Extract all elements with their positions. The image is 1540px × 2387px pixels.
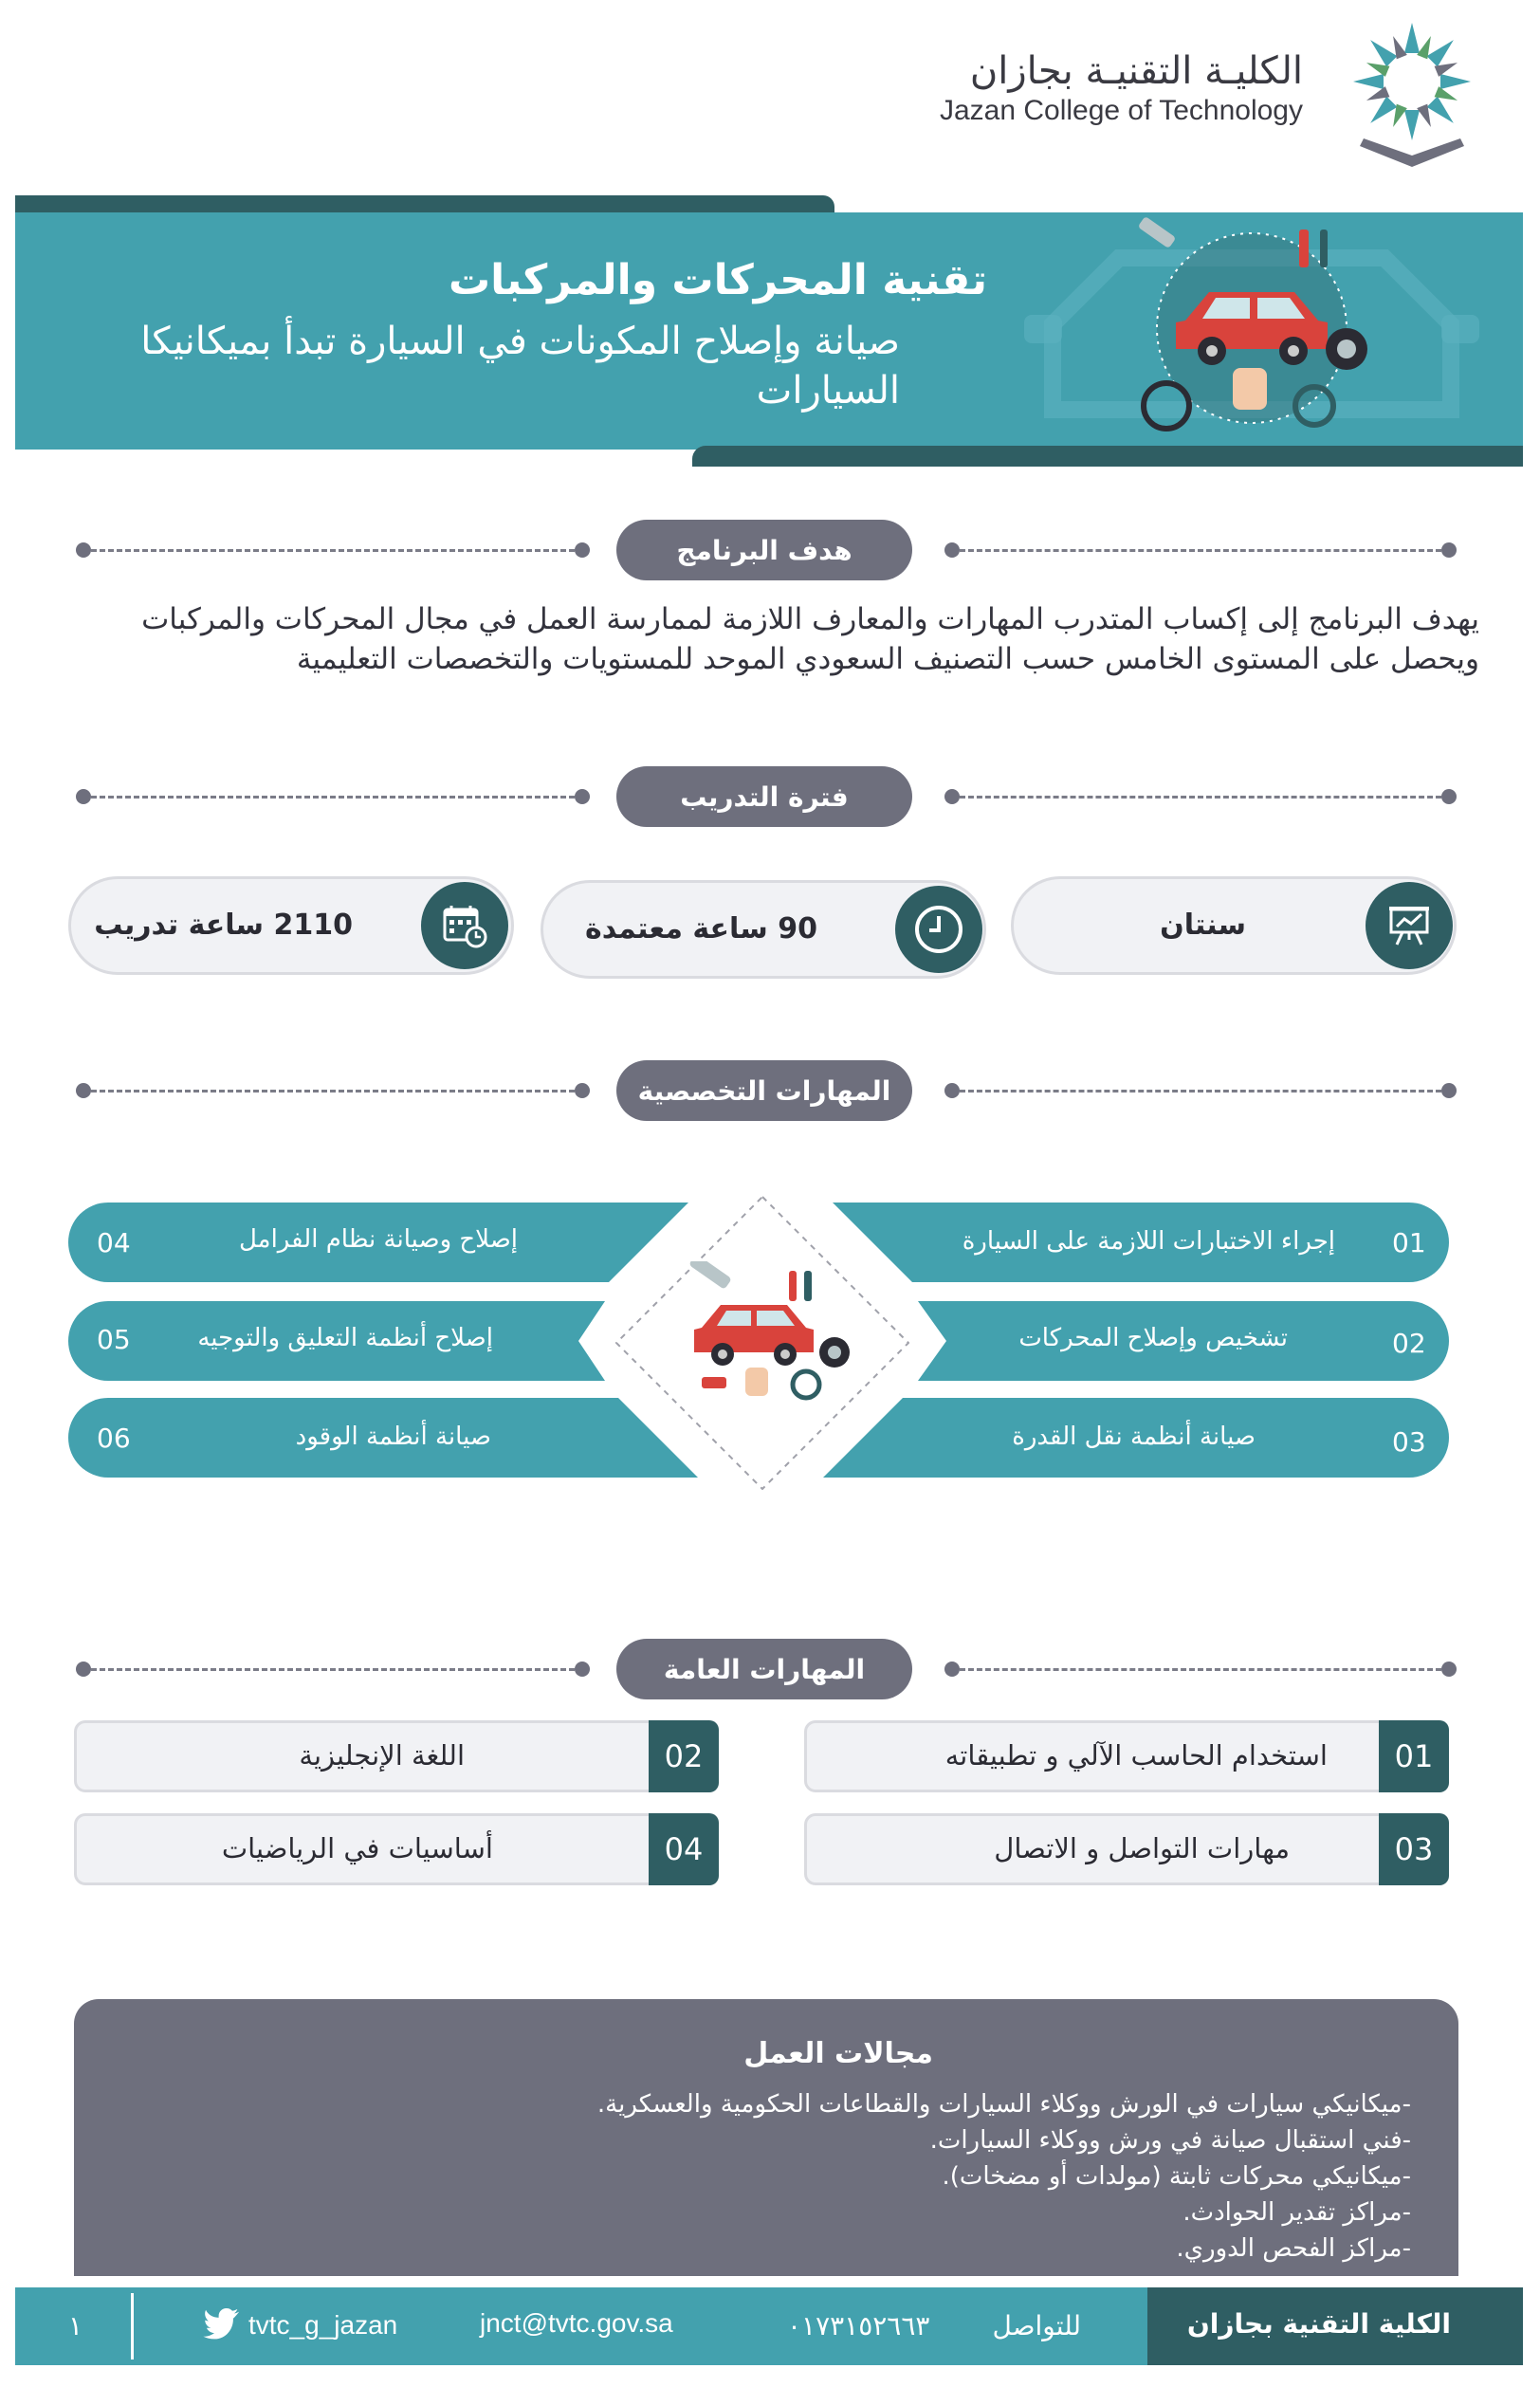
divider-dot xyxy=(1441,1662,1457,1677)
skill-number-01: 01 xyxy=(1392,1227,1426,1258)
skill-number-06: 06 xyxy=(97,1423,131,1454)
section-header-training: فترة التدريب xyxy=(616,766,912,827)
divider-dashed xyxy=(960,1090,1441,1093)
skill-number-04: 04 xyxy=(97,1227,131,1258)
skill-number-02: 02 xyxy=(1392,1328,1426,1359)
general-skill-number-02: 02 xyxy=(649,1720,719,1792)
work-fields-title: مجالات العمل xyxy=(743,2037,933,2070)
skill-label-05: إصلاح أنظمة التعليق والتوجيه xyxy=(197,1324,493,1352)
divider-dashed xyxy=(91,1090,575,1093)
divider-dot xyxy=(1441,542,1457,558)
goal-text: يهدف البرنامج إلى إكساب المتدرب المهارات والمعارف اللازمة لممارسة العمل في مجال المحركات والمركبات ويحصل على المستوى الخامس حسب التصنيف السعودي الموحد للمستويات والتخصصات التعليمية xyxy=(141,602,1479,676)
credit-hours-label: 90 ساعة معتمدة xyxy=(585,912,817,946)
calendar-icon xyxy=(421,882,508,969)
banner-bottom-tab xyxy=(692,446,1523,467)
work-field-item: -فني استقبال صيانة في ورش ووكلاء السيارات. xyxy=(929,2126,1411,2155)
divider-dashed xyxy=(960,549,1441,552)
divider-dot xyxy=(575,1662,590,1677)
divider-dashed xyxy=(960,796,1441,799)
general-skill-number-04: 04 xyxy=(649,1813,719,1885)
divider-dot xyxy=(944,542,960,558)
divider-dot xyxy=(575,542,590,558)
college-logo xyxy=(1341,13,1483,169)
general-skill-label-02: اللغة الإنجليزية xyxy=(299,1739,465,1772)
general-skill-label-01: استخدام الحاسب الآلي و تطبيقاته xyxy=(944,1739,1328,1772)
program-subtitle: صيانة وإصلاح المكونات في السيارة تبدأ بميكانيكا السيارات xyxy=(140,320,900,413)
work-field-item: -ميكانيكي محركات ثابتة (مولدات أو مضخات). xyxy=(942,2162,1411,2191)
divider-dot xyxy=(76,542,91,558)
footer-college-name: الكلية التقنية بجازان xyxy=(1186,2308,1451,2340)
divider-dot xyxy=(76,789,91,804)
clock-icon xyxy=(895,886,982,973)
footer-contact-label: للتواصل xyxy=(992,2310,1081,2341)
footer-divider xyxy=(131,2293,134,2359)
divider-dashed xyxy=(91,1668,575,1671)
skill-label-02: تشخيص وإصلاح المحركات xyxy=(1018,1324,1288,1352)
divider-dot xyxy=(575,1083,590,1098)
banner-top-tab xyxy=(15,195,834,214)
presentation-board-icon xyxy=(1366,882,1453,969)
work-field-item: -مراكز الفحص الدوري. xyxy=(1176,2234,1411,2263)
skill-label-01: إجراء الاختبارات اللازمة على السيارة xyxy=(962,1227,1335,1256)
general-skill-number-03: 03 xyxy=(1379,1813,1449,1885)
general-skill-label-03: مهارات التواصل و الاتصال xyxy=(994,1832,1290,1864)
general-skill-label-04: أساسيات في الرياضيات xyxy=(221,1832,493,1864)
divider-dot xyxy=(1441,789,1457,804)
divider-dot xyxy=(944,1662,960,1677)
divider-dot xyxy=(76,1662,91,1677)
car-tools-icon xyxy=(683,1261,853,1404)
general-skill-number-01: 01 xyxy=(1379,1720,1449,1792)
section-header-general: المهارات العامة xyxy=(616,1639,912,1699)
divider-dot xyxy=(944,1083,960,1098)
footer-twitter-handle[interactable]: tvtc_g_jazan xyxy=(248,2310,398,2340)
divider-dashed xyxy=(91,796,575,799)
footer-page-number: ١ xyxy=(68,2310,83,2341)
footer-email[interactable]: jnct@tvtc.gov.sa xyxy=(480,2308,673,2338)
divider-dot xyxy=(76,1083,91,1098)
footer-phone[interactable]: ٠١٧٣١٥٢٦٦٣ xyxy=(787,2310,930,2341)
duration-years-label: سنتان xyxy=(1160,909,1246,942)
skill-number-05: 05 xyxy=(97,1324,131,1355)
divider-dot xyxy=(575,789,590,804)
training-hours-label: 2110 ساعة تدريب xyxy=(94,909,353,942)
college-name-en: Jazan College of Technology xyxy=(939,95,1303,126)
twitter-icon[interactable] xyxy=(203,2308,241,2341)
skill-label-03: صيانة أنظمة نقل القدرة xyxy=(1012,1423,1256,1451)
college-name-ar: الكليـة التقنيـة بجازان xyxy=(969,49,1303,93)
program-title: تقنية المحركات والمركبات xyxy=(448,256,987,304)
work-field-item: -مراكز تقدير الحوادث. xyxy=(1182,2198,1411,2227)
skill-number-03: 03 xyxy=(1392,1426,1426,1458)
work-field-item: -ميكانيكي سيارات في الورش ووكلاء السيارات والقطاعات الحكومية والعسكرية. xyxy=(596,2090,1411,2119)
skill-label-04: إصلاح وصيانة نظام الفرامل xyxy=(238,1225,518,1254)
divider-dot xyxy=(1441,1083,1457,1098)
car-repair-icon xyxy=(1119,216,1384,440)
skill-label-06: صيانة أنظمة الوقود xyxy=(295,1423,491,1451)
divider-dot xyxy=(944,789,960,804)
section-header-specialized: المهارات التخصصية xyxy=(616,1060,912,1121)
divider-dashed xyxy=(960,1668,1441,1671)
section-header-goal: هدف البرنامج xyxy=(616,520,912,580)
divider-dashed xyxy=(91,549,575,552)
